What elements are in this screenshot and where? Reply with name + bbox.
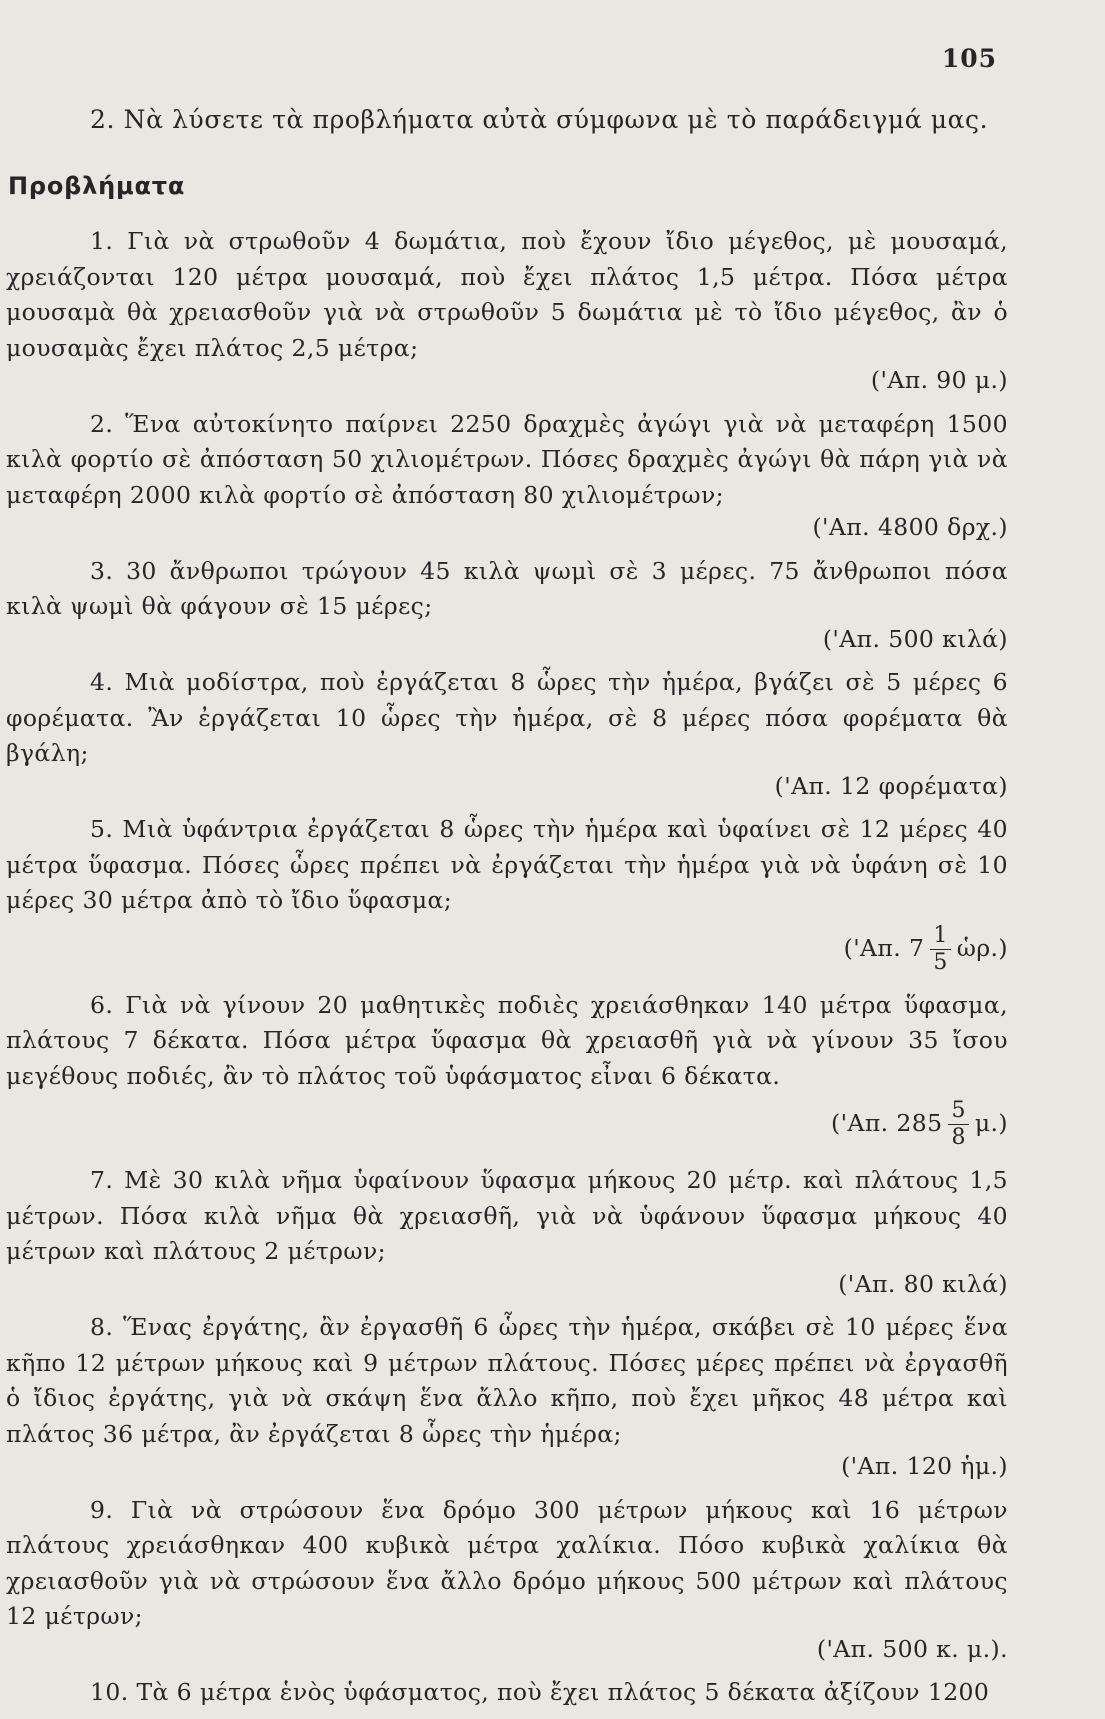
- answer-suffix: μ.): [974, 1109, 1008, 1137]
- instruction-text: 2. Νὰ λύσετε τὰ προβλήματα αὐτὰ σύμφωνα μὲ τὸ παράδειγμά μας.: [90, 105, 989, 134]
- problem-text: 5. Μιὰ ὑφάντρια ἐργάζεται 8 ὧρες τὴν ἡμέρα καὶ ὑφαίνει σὲ 12 μέρες 40 μέτρα ὕφασμα. Πόσες ὧρες πρέπει νὰ ἐργάζεται τὴν ἡμέρα γιὰ νὰ ὑφάνη σὲ 10 μέρες 30 μέτρα ἀπὸ τὸ ἴδιο ὕφασμα;: [6, 815, 1008, 914]
- problem-answer: ('Απ. 120 ἡμ.): [841, 1452, 1008, 1480]
- problem-list: [6, 224, 1008, 1719]
- fraction-numerator: 5: [948, 1100, 968, 1125]
- problem-text: 1. Γιὰ νὰ στρωθοῦν 4 δωμάτια, ποὺ ἔχουν ἴδιο μέγεθος, μὲ μουσαμά, χρειάζονται 120 μέτρα μουσαμά, ποὺ ἔχει πλάτος 1,5 μέτρα. Πόσα μέτρα μουσαμὰ θὰ χρειασθοῦν γιὰ νὰ στρωθοῦν 5 δωμάτια μὲ τὸ ἴδιο μέγεθος, ἂν ὁ μουσαμὰς ἔχει πλάτος 2,5 μέτρα;: [6, 227, 1008, 362]
- problem-text: 8. Ἕνας ἐργάτης, ἂν ἐργασθῆ 6 ὧρες τὴν ἡμέρα, σκάβει σὲ 10 μέρες ἕνα κῆπο 12 μέτρων μήκους καὶ 9 μέτρων πλάτους. Πόσες μέρες πρέπει νὰ ἐργασθῆ ὁ ἴδιος ἐργάτης, γιὰ νὰ σκάψη ἕνα ἄλλο κῆπο, ποὺ ἔχει μῆκος 48 μέτρα καὶ πλάτος 36 μέτρα, ἂν ἐργάζεται 8 ὧρες τὴν ἡμέρα;: [6, 1313, 1008, 1448]
- answer-suffix: ὡρ.): [956, 933, 1008, 962]
- problem-answer: [6, 1091, 1008, 1155]
- problem-answer: ('Απ. 12 φορέματα): [774, 771, 1008, 800]
- problem-6: [6, 988, 1008, 1156]
- problem-10: [6, 1675, 1008, 1711]
- problem-text: 9. Γιὰ νὰ στρώσουν ἕνα δρόμο 300 μέτρων μήκους καὶ 16 μέτρων πλάτους χρειάσθηκαν 400 κυβικὰ μέτρα χαλίκια. Πόσο κυβικὰ χαλίκια θὰ χρειασθοῦν γιὰ νὰ στρώσουν ἕνα ἄλλο δρόμο μήκους 500 μέτρων καὶ πλάτους 12 μέτρων;: [6, 1495, 1008, 1630]
- problem-8: [6, 1310, 1008, 1485]
- problem-4: [6, 665, 1008, 804]
- problem-answer: ('Απ. 80 κιλά): [838, 1269, 1008, 1298]
- problem-text: 10. Τὰ 6 μέτρα ἑνὸς ὑφάσματος, ποὺ ἔχει πλάτος 5 δέκατα ἀξίζουν 1200: [90, 1678, 990, 1706]
- answer-prefix: ('Απ. 285: [831, 1109, 943, 1137]
- page-number: 105: [941, 44, 997, 73]
- problem-answer: ('Απ. 500 κ. μ.).: [816, 1634, 1008, 1663]
- answer-fraction: [930, 922, 950, 975]
- problem-9: [6, 1493, 1008, 1668]
- problem-text: 6. Γιὰ νὰ γίνουν 20 μαθητικὲς ποδιὲς χρειάσθηκαν 140 μέτρα ὕφασμα, πλάτους 7 δέκατα. Πόσα μέτρα ὕφασμα θὰ χρειασθῆ γιὰ νὰ γίνουν 35 ἴσου μεγέθους ποδιές, ἂν τὸ πλάτος τοῦ ὑφάσματος εἶναι 6 δέκατα.: [6, 990, 1008, 1090]
- fraction-numerator: 1: [930, 925, 950, 950]
- problem-1: [6, 224, 1008, 399]
- problem-answer: ('Απ. 4800 δρχ.): [812, 513, 1008, 541]
- problem-answer: [6, 916, 1008, 980]
- fraction-denominator: 8: [951, 1125, 966, 1150]
- section-heading: Προβλήματα: [8, 172, 186, 200]
- answer-prefix: ('Απ. 7: [843, 933, 925, 962]
- problem-text: 7. Μὲ 30 κιλὰ νῆμα ὑφαίνουν ὕφασμα μήκους 20 μέτρ. καὶ πλάτους 1,5 μέτρων. Πόσα κιλὰ νῆμα θὰ χρειασθῆ, γιὰ νὰ ὑφάνουν ὕφασμα μήκους 40 μέτρων καὶ πλάτους 2 μέτρων;: [6, 1166, 1008, 1265]
- problem-text: 4. Μιὰ μοδίστρα, ποὺ ἐργάζεται 8 ὧρες τὴν ἡμέρα, βγάζει σὲ 5 μέρες 6 φορέματα. Ἂν ἐργάζεται 10 ὧρες τὴν ἡμέρα, σὲ 8 μέρες πόσα φορέματα θὰ βγάλη;: [6, 668, 1008, 767]
- problem-7: [6, 1163, 1008, 1302]
- problem-text: 3. 30 ἄνθρωποι τρώγουν 45 κιλὰ ψωμὶ σὲ 3 μέρες. 75 ἄνθρωποι πόσα κιλὰ ψωμὶ θὰ φάγουν σὲ 15 μέρες;: [6, 556, 1008, 620]
- problem-5: [6, 812, 1008, 980]
- problem-3: [6, 554, 1008, 658]
- answer-fraction: [948, 1100, 968, 1149]
- problem-answer: ('Απ. 90 μ.): [870, 366, 1008, 394]
- fraction-denominator: 5: [933, 949, 948, 975]
- problem-text: 2. Ἕνα αὐτοκίνητο παίρνει 2250 δραχμὲς ἀγώγι γιὰ νὰ μεταφέρη 1500 κιλὰ φορτίο σὲ ἀπόσταση 50 χιλιομέτρων. Πόσες δραχμὲς ἀγώγι θὰ πάρη γιὰ νὰ μεταφέρη 2000 κιλὰ φορτίο σὲ ἀπόσταση 80 χιλιομέτρων;: [6, 409, 1008, 509]
- problem-2: [6, 407, 1008, 546]
- problem-answer: ('Απ. 500 κιλά): [822, 624, 1008, 653]
